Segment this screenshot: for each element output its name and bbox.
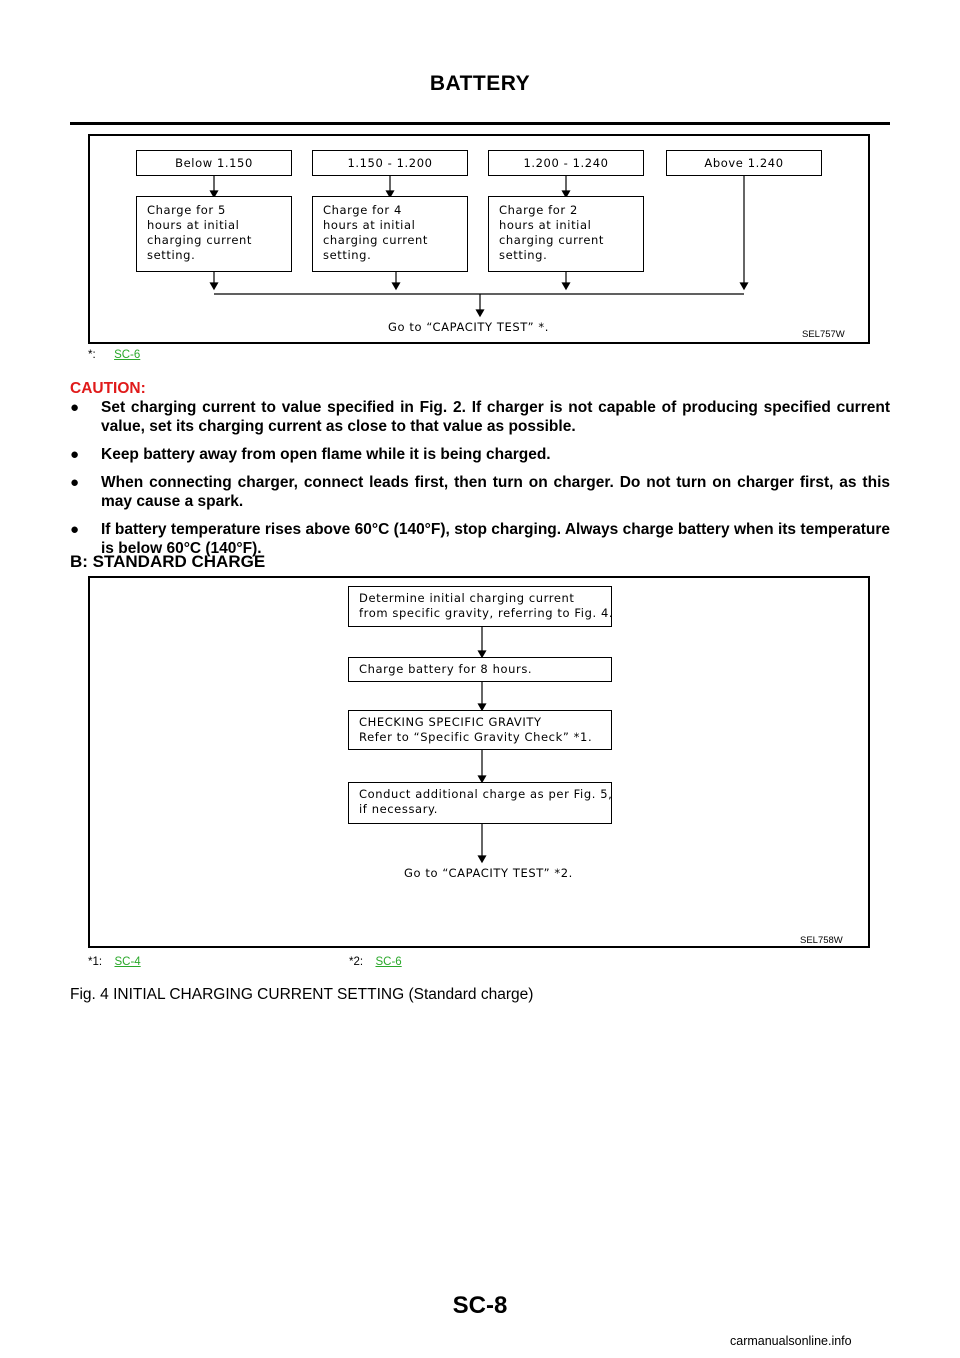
figure-charge-time-flowchart	[88, 134, 870, 344]
range-below-1150: Below 1.150	[136, 150, 292, 176]
caution-text: Set charging current to value specified in Fig. 2. If charger is not capable of producing specified current value, set its charging current as close to that value as possible.	[101, 399, 890, 435]
charge-box-line: charging current	[323, 233, 429, 247]
bullet-icon: ●	[70, 521, 80, 538]
flowchart-connectors	[90, 578, 872, 950]
arrow-head	[393, 283, 400, 289]
figure-standard-charge-flowchart	[88, 576, 870, 948]
step-line: Determine initial charging current	[359, 591, 575, 605]
fig4-caption: Fig. 4 INITIAL CHARGING CURRENT SETTING (Standard charge)	[70, 986, 534, 1003]
figure2-note-2	[349, 956, 402, 968]
note-prefix: *2:	[349, 956, 364, 968]
caution-text: When connecting charger, connect leads first, then turn on charger. Do not turn on charger first, as this may cause a spark.	[101, 474, 890, 510]
caution-label: CAUTION:	[70, 380, 146, 397]
caution-item	[70, 445, 890, 464]
charge-box-4-hours	[312, 196, 468, 272]
charge-box-line: hours at initial	[499, 218, 592, 232]
figure2-note-1	[88, 956, 141, 968]
charge-box-line: setting.	[147, 248, 196, 262]
step-additional-charge	[348, 782, 612, 824]
charge-box-line: charging current	[147, 233, 253, 247]
bullet-icon: ●	[70, 399, 80, 416]
step-line: Refer to “Specific Gravity Check” *1.	[359, 730, 593, 744]
link-sc-6[interactable]: SC-6	[114, 349, 141, 361]
range-1150-1200: 1.150 - 1.200	[312, 150, 468, 176]
bullet-icon: ●	[70, 446, 80, 463]
step-line: Conduct additional charge as per Fig. 5,	[359, 787, 613, 801]
step-charge-8-hours	[348, 657, 612, 682]
caution-item	[70, 473, 890, 511]
range-above-1240: Above 1.240	[666, 150, 822, 176]
caution-list	[70, 398, 890, 567]
step-check-gravity	[348, 710, 612, 750]
charge-box-line: setting.	[323, 248, 372, 262]
charge-box-line: hours at initial	[147, 218, 240, 232]
note-prefix: *:	[88, 349, 96, 361]
arrow-head	[741, 283, 748, 289]
charge-box-5-hours	[136, 196, 292, 272]
charge-box-line: charging current	[499, 233, 605, 247]
figure-code: SEL757W	[802, 329, 845, 340]
charge-box-line: Charge for 2	[499, 203, 578, 217]
page-title: BATTERY	[429, 72, 531, 95]
figure-code: SEL758W	[800, 935, 843, 946]
step-line: Charge battery for 8 hours.	[359, 662, 533, 676]
goto-capacity-test: Go to “CAPACITY TEST” *.	[388, 320, 550, 334]
page-number: SC-8	[452, 1292, 508, 1319]
caution-text: Keep battery away from open flame while it is being charged.	[101, 446, 551, 463]
charge-box-line: Charge for 5	[147, 203, 226, 217]
step-line: from specific gravity, referring to Fig. 4.	[359, 606, 614, 620]
note-prefix: *1:	[88, 956, 103, 968]
arrow-head	[477, 310, 484, 316]
charge-box-2-hours	[488, 196, 644, 272]
watermark: carmanualsonline.info	[730, 1334, 852, 1348]
caution-text: If battery temperature rises above 60°C (140°F), stop charging. Always charge battery when its temperature is below 60°C (140°F).	[101, 521, 890, 557]
step-determine-current	[348, 586, 612, 627]
link-sc-4[interactable]: SC-4	[114, 956, 141, 968]
link-sc-6[interactable]: SC-6	[375, 956, 402, 968]
range-1200-1240: 1.200 - 1.240	[488, 150, 644, 176]
step-line: CHECKING SPECIFIC GRAVITY	[359, 715, 542, 729]
arrow-head	[563, 283, 570, 289]
header-rule	[70, 122, 890, 125]
figure1-note	[88, 349, 140, 361]
section-heading: B: STANDARD CHARGE	[70, 552, 266, 571]
charge-box-line: Charge for 4	[323, 203, 402, 217]
arrow-head	[479, 856, 486, 862]
step-line: if necessary.	[359, 802, 439, 816]
bullet-icon: ●	[70, 474, 80, 491]
arrow-head	[211, 283, 218, 289]
charge-box-line: setting.	[499, 248, 548, 262]
goto-capacity-test: Go to “CAPACITY TEST” *2.	[404, 866, 573, 880]
charge-box-line: hours at initial	[323, 218, 416, 232]
caution-item	[70, 398, 890, 436]
